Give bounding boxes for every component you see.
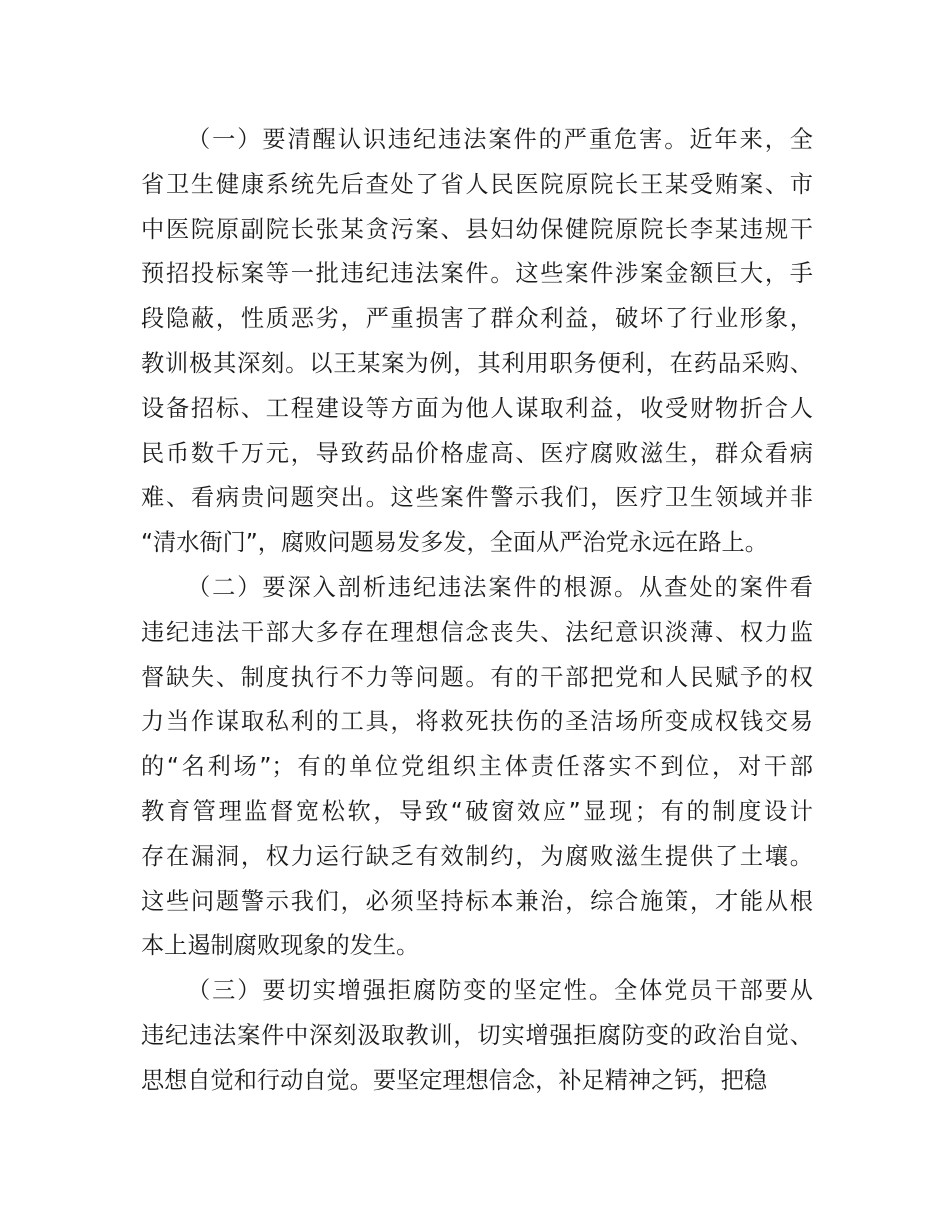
paragraph-line: 力当作谋取私利的工具，将救死扶伤的圣洁场所变成权钱交易 xyxy=(141,708,813,736)
paragraph-line: 这些问题警示我们，必须坚持标本兼治，综合施策，才能从根 xyxy=(141,887,813,915)
paragraph-line: 本上遏制腐败现象的发生。 xyxy=(141,932,420,960)
paragraph-line: （一）要清醒认识违纪违法案件的严重危害。近年来，全 xyxy=(187,126,813,153)
paragraph-line: 教训极其深刻。以王某案为例，其利用职务便利，在药品采购、 xyxy=(141,349,813,377)
document-body xyxy=(141,118,813,1104)
paragraph-line: 难、看病贵问题突出。这些案件警示我们，医疗卫生领域并非 xyxy=(141,484,813,512)
paragraph-line: 省卫生健康系统先后查处了省人民医院原院长王某受贿案、市 xyxy=(141,170,813,198)
paragraph-3 xyxy=(141,969,813,1103)
paragraph-line: 设备招标、工程建设等方面为他人谋取利益，收受财物折合人 xyxy=(141,394,813,422)
paragraph-line: 民币数千万元，导致药品价格虚高、医疗腐败滋生，群众看病 xyxy=(141,439,813,467)
paragraph-line: （三）要切实增强拒腐防变的坚定性。全体党员干部要从 xyxy=(187,977,813,1005)
paragraph-line: （二）要深入剖析违纪违法案件的根源。从查处的案件看 xyxy=(187,573,813,601)
paragraph-line: 违纪违法干部大多存在理想信念丧失、法纪意识淡薄、权力监 xyxy=(141,618,813,646)
paragraph-line: 存在漏洞，权力运行缺乏有效制约，为腐败滋生提供了土壤。 xyxy=(141,842,813,870)
paragraph-line: 预招投标案等一批违纪违法案件。这些案件涉案金额巨大，手 xyxy=(141,260,813,288)
paragraph-line: 违纪违法案件中深刻汲取教训，切实增强拒腐防变的政治自觉、 xyxy=(141,1021,813,1049)
paragraph-line: 的“名利场”；有的单位党组织主体责任落实不到位，对干部 xyxy=(141,753,813,781)
paragraph-line: 中医院原副院长张某贪污案、县妇幼保健院原院长李某违规干 xyxy=(141,215,813,243)
paragraph-line: 段隐蔽，性质恶劣，严重损害了群众利益，破坏了行业形象， xyxy=(141,305,813,333)
paragraph-line: 思想自觉和行动自觉。要坚定理想信念，补足精神之钙，把稳 xyxy=(141,1066,768,1094)
paragraph-1 xyxy=(141,118,813,566)
paragraph-line: 督缺失、制度执行不力等问题。有的干部把党和人民赋予的权 xyxy=(141,663,813,691)
paragraph-2 xyxy=(141,566,813,969)
paragraph-line: “清水衙门”，腐败问题易发多发，全面从严治党永远在路上。 xyxy=(141,529,768,557)
paragraph-line: 教育管理监督宽松软，导致“破窗效应”显现；有的制度设计 xyxy=(141,797,813,825)
